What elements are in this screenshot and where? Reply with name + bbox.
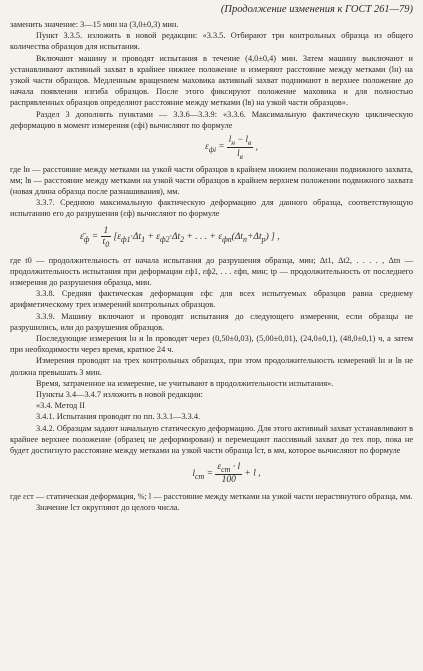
formula-strain: $\varepsilon_{фi}$ = $\frac{l_н - l_в}{l_в}$ , (205, 134, 258, 161)
paragraph: 3.3.9. Машину включают и проводят испытания до следующего измерения, если образцы не разрушились, или до разрушения образцов. (10, 311, 413, 332)
paragraph: 3.3.7. Среднюю максимальную фактическую деформацию для данного образца, соответствующую испытанию его до разрушения (εф) вычисляют по формуле (10, 198, 413, 219)
paragraph: Раздел 3 дополнить пунктами — 3.3.6—3.3.9: «3.3.6. Максимальную фактическую циклическую деформацию в момент измерения (εфi) вычисляют по формуле (10, 109, 413, 130)
formula-static-length: $l_{ст}$ = $\frac{\varepsilon_{ст} \cdot l}{100}$ + l , (192, 462, 261, 486)
paragraph: Включают машину и проводят испытания в течение (4,0±0,4) мин. Затем машину выключают и устанавливают активный захват в крайнее нижнее положение и измеряют расстояние между метками (lн) на узкой части образцов. Медленным вращением маховика активный захват поднимают в верхнее положение до начала появления изгиба образцов. После этого фиксируют положение маховика и для полностью распрявленных образцов определяют расстояние между метками (lв) на узкой части образцов». (10, 53, 413, 108)
formula-mean-strain: $\varepsilon̄_ф$ = $\frac{1}{t_0}$ [$\varepsilon_{ф1}\cdot\Delta t_1 + \varepsilon_{ф2}\cdot\Delta t_2$ + . . . + $\varepsilon_{фn}(\Delta t_n+\Delta t_р)$ ] , (80, 225, 280, 249)
paragraph: Значение lст округляют до целого числа. (36, 503, 180, 513)
paragraph: где lн — расстояние между метками на узкой части образцов в крайнем нижнем положении подвижного захвата, мм; lв — расстояние между метками на узкой части образцов в крайнем верхнем положении подвижного захвата (новая длина образца после разнашивания), мм. (10, 164, 413, 197)
paragraph: 3.4.2. Образцам задают начальную статическую деформацию. Для этого активный захват устанавливают в крайнее верхнее положение (образец не деформирован) и перемещают пассивный захват до тех пор, пока не будет достигнуто расстояние между метками на узкой части образца lст, в мм, которое вычисляют по формуле (10, 423, 413, 455)
paragraph: «3.4. Метод II (36, 401, 85, 411)
paragraph: Измерения проводят на трех контрольных образцах, при этом продолжительность измерений lн и lв не должна превышать 3 мин. (10, 356, 413, 377)
paragraph: Последующие измерения lн и lв проводят через (0,50±0,03), (5,00±0,01), (24,0±0,1), (48,0±0,1) ч, а затем при необходимости через время, кратное 24 ч. (10, 333, 413, 355)
paragraph: заменить значение: 3—15 мин на (3,0±0,3) мин. (10, 20, 179, 29)
paragraph: Время, затраченное на измерение, не учитывают в продолжительности испытания». (36, 378, 334, 388)
paragraph: 3.4.1. Испытания проводят по пп. 3.3.1—3.3.4. (36, 412, 201, 422)
paragraph: 3.3.8. Средняя фактическая деформация εфс для всех испытуемых образцов равна среднему арифметическому трех измерений контрольных образцов. (10, 289, 413, 310)
paragraph: где εст — статическая деформация, %; l — расстояние между метками на узкой части нерастянутого образца, мм. (10, 492, 413, 502)
page-header: (Продолжение изменения к ГОСТ 261—79) (220, 4, 413, 15)
paragraph: где t0 — продолжительность от начала испытания до разрушения образца, мин; Δt1, Δt2, . . . . , Δtn — продолжительность испытания при деформации εф1, εф2, . . . εфn, мин; tр — продолжительность от последнего измерения до разрушения образца, мин. (10, 255, 413, 287)
paragraph: Пункт 3.3.5. изложить в новой редакции: «3.3.5. Отбирают три контрольных образца из общего количества образцов для испытания. (10, 31, 413, 52)
paragraph: Пункты 3.4—3.4.7 изложить в новой редакции: (36, 389, 203, 399)
